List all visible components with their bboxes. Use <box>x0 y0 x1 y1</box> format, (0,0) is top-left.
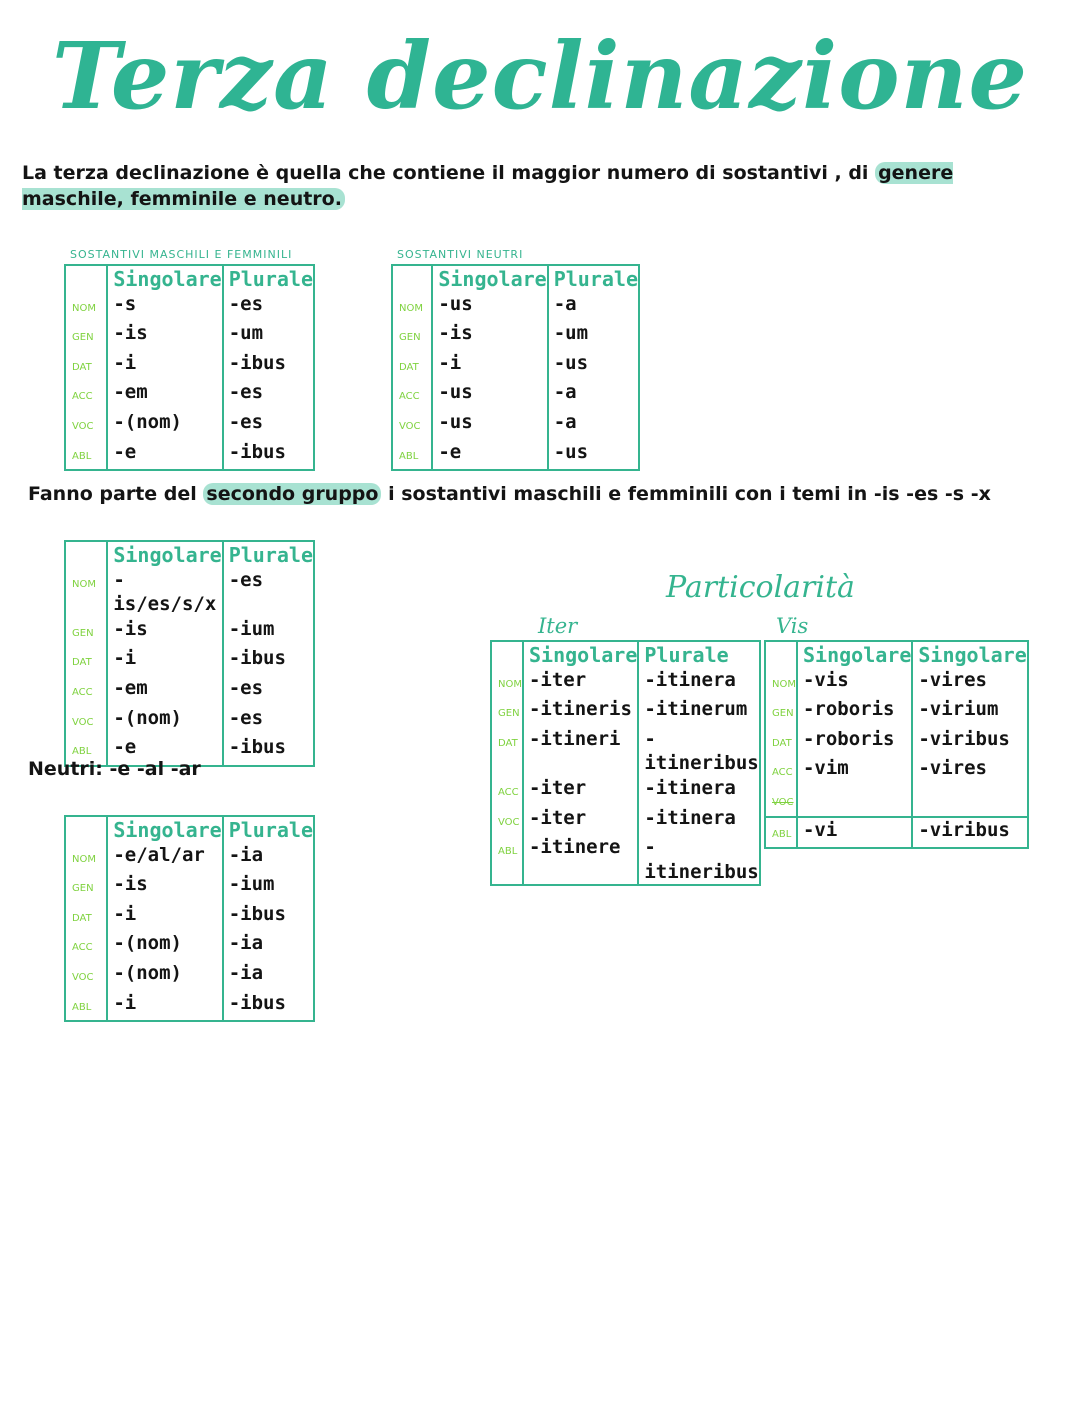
singular-ending: -(nom) <box>107 931 222 961</box>
filler-cell <box>523 884 638 885</box>
singular-ending: -is <box>107 321 222 351</box>
intro-text-plain: La terza declinazione è quella che contiene il maggior numero di sostantivi , di <box>22 162 876 184</box>
filler-cell <box>548 469 639 470</box>
declension-table-vis <box>764 640 1029 849</box>
case-label: ACC <box>399 391 420 403</box>
declension-row <box>491 668 760 698</box>
plural-ending: -us <box>548 440 639 470</box>
column-header: Plurale <box>638 641 759 668</box>
case-label: VOC <box>72 971 94 983</box>
declension-row <box>65 440 314 470</box>
singular-ending: -is <box>107 617 222 647</box>
plural-ending: -es <box>223 380 314 410</box>
plural-ending: -vires <box>912 756 1027 786</box>
vis-label: Vis <box>776 614 809 638</box>
plural-ending: -ium <box>223 617 314 647</box>
declension-table-neutri-e-al-ar <box>64 815 315 1022</box>
secondo-note-after: i sostantivi maschili e femminili con i temi in -is -es -s -x <box>381 483 991 505</box>
case-label: ABL <box>765 817 797 848</box>
declension-row <box>392 292 639 322</box>
case-label: DAT <box>772 737 792 749</box>
case-label: ACC <box>72 391 93 403</box>
secondo-gruppo-note <box>28 483 991 505</box>
declension-row <box>65 351 314 381</box>
case-label: ACC <box>72 686 93 698</box>
filler-cell <box>223 1020 314 1021</box>
column-header: Singolare <box>523 641 638 668</box>
declension-row <box>65 321 314 351</box>
case-label: ABL <box>72 1001 92 1013</box>
column-header: Singolare <box>432 265 547 292</box>
declension-row <box>765 817 1028 848</box>
plural-ending: -itineribus <box>638 727 759 776</box>
singular-ending: -i <box>107 991 222 1021</box>
column-header: Singolare <box>107 265 222 292</box>
declension-row <box>392 321 639 351</box>
declension-row <box>65 292 314 322</box>
declension-row <box>491 776 760 806</box>
declension-row <box>491 806 760 836</box>
case-label: VOC <box>72 716 94 728</box>
singular-ending: -i <box>107 351 222 381</box>
plural-ending: -um <box>548 321 639 351</box>
singular-ending: -vis <box>797 668 912 698</box>
declension-row <box>65 991 314 1021</box>
singular-ending: -is <box>107 872 222 902</box>
plural-ending: -a <box>548 410 639 440</box>
plural-ending <box>912 786 1027 817</box>
table-filler-row <box>65 1020 314 1021</box>
declension-row <box>491 727 760 776</box>
case-label: DAT <box>72 657 92 669</box>
singular-ending: -itinere <box>523 835 638 884</box>
table-header-row <box>65 265 314 292</box>
singular-ending: -us <box>432 292 547 322</box>
declension-table-maschili-femminili <box>64 264 315 471</box>
table-header-row <box>392 265 639 292</box>
iter-label: Iter <box>538 614 578 638</box>
plural-ending: -es <box>223 706 314 736</box>
declension-row <box>65 617 314 647</box>
case-label: ACC <box>72 942 93 954</box>
declension-row <box>392 380 639 410</box>
declension-row <box>65 676 314 706</box>
filler-cell <box>65 1020 107 1021</box>
table-header-row <box>65 541 314 568</box>
declension-row <box>65 410 314 440</box>
singular-ending: -i <box>107 902 222 932</box>
case-label: GEN <box>772 708 794 720</box>
singular-ending: -itineris <box>523 697 638 727</box>
intro-text <box>22 160 1052 212</box>
column-header: Plurale <box>223 265 314 292</box>
singular-ending: -i <box>107 646 222 676</box>
declension-row <box>765 786 1028 817</box>
column-header: Singolare <box>107 816 222 843</box>
singular-ending: -em <box>107 380 222 410</box>
plural-ending: -ia <box>223 843 314 873</box>
declension-row <box>65 706 314 736</box>
case-label: NOM <box>498 678 522 690</box>
singular-ending: -i <box>432 351 547 381</box>
plural-ending: -ibus <box>223 991 314 1021</box>
singular-ending: -em <box>107 676 222 706</box>
singular-ending: -e/al/ar <box>107 843 222 873</box>
table-label-maschili-femminili: SOSTANTIVI MASCHILI E FEMMINILI <box>70 248 293 261</box>
plural-ending: -ia <box>223 961 314 991</box>
intro-highlight: genere maschile, femminile e neutro. <box>22 162 954 210</box>
case-label: DAT <box>72 912 92 924</box>
filler-cell <box>107 1020 222 1021</box>
plural-ending: -itinerum <box>638 697 759 727</box>
singular-ending: -(nom) <box>107 706 222 736</box>
plural-ending: -itineribus <box>638 835 759 884</box>
declension-row <box>65 931 314 961</box>
case-header-cell <box>765 641 797 668</box>
column-header: Singolare <box>797 641 912 668</box>
plural-ending: -ibus <box>223 646 314 676</box>
plural-ending: -es <box>223 410 314 440</box>
case-label: NOM <box>72 302 96 314</box>
case-label: ABL <box>72 450 92 462</box>
singular-ending: -(nom) <box>107 410 222 440</box>
declension-row <box>65 902 314 932</box>
plural-ending: -es <box>223 676 314 706</box>
case-header-cell <box>65 816 107 843</box>
case-label: ABL <box>72 746 92 758</box>
singular-ending: -vi <box>797 817 912 848</box>
singular-ending: -us <box>432 380 547 410</box>
case-label: DAT <box>399 361 419 373</box>
declension-row <box>65 380 314 410</box>
column-header: Plurale <box>223 541 314 568</box>
filler-cell <box>432 469 547 470</box>
table-filler-row <box>765 847 1028 848</box>
secondo-note-before: Fanno parte del <box>28 483 204 505</box>
case-header-cell <box>65 265 107 292</box>
case-header-cell <box>491 641 523 668</box>
table-filler-row <box>392 469 639 470</box>
filler-cell <box>223 469 314 470</box>
declension-row <box>491 697 760 727</box>
case-label: VOC <box>498 816 520 828</box>
particolarita-heading: Particolarità <box>666 570 855 605</box>
singular-ending: -s <box>107 292 222 322</box>
declension-row <box>65 646 314 676</box>
table-filler-row <box>65 469 314 470</box>
plural-ending: -a <box>548 380 639 410</box>
case-label: GEN <box>72 332 94 344</box>
filler-cell <box>912 847 1027 848</box>
declension-table-iter <box>490 640 761 886</box>
case-label: DAT <box>72 361 92 373</box>
table-header-row <box>491 641 760 668</box>
plural-ending: -itinera <box>638 806 759 836</box>
singular-ending: -iter <box>523 668 638 698</box>
declension-row <box>65 843 314 873</box>
case-label: GEN <box>399 332 421 344</box>
singular-ending: -e <box>432 440 547 470</box>
filler-cell <box>797 847 912 848</box>
case-header-cell <box>392 265 432 292</box>
column-header: Plurale <box>223 816 314 843</box>
case-label: GEN <box>498 708 520 720</box>
column-header: Plurale <box>548 265 639 292</box>
singular-ending: -vim <box>797 756 912 786</box>
declension-row <box>765 697 1028 727</box>
plural-ending: -ibus <box>223 735 314 765</box>
secondo-note-highlight: secondo gruppo <box>203 483 381 505</box>
case-label: ABL <box>399 450 419 462</box>
singular-ending: -e <box>107 440 222 470</box>
case-label: VOC <box>72 420 94 432</box>
plural-ending: -viribus <box>912 817 1027 848</box>
plural-ending: -viribus <box>912 727 1027 757</box>
table-filler-row <box>491 884 760 885</box>
case-label: GEN <box>72 627 94 639</box>
declension-row <box>765 727 1028 757</box>
neutri-note: Neutri: -e -al -ar <box>28 758 201 780</box>
singular-ending: -iter <box>523 776 638 806</box>
plural-ending: -es <box>223 292 314 322</box>
declension-table-neutri <box>391 264 640 471</box>
plural-ending: -virium <box>912 697 1027 727</box>
declension-row <box>392 410 639 440</box>
filler-cell <box>765 847 797 848</box>
declension-row <box>65 568 314 617</box>
case-label: NOM <box>772 678 796 690</box>
declension-row <box>65 961 314 991</box>
singular-ending: -(nom) <box>107 961 222 991</box>
case-label: ACC <box>498 786 519 798</box>
case-label: VOC <box>399 420 421 432</box>
column-header: Singolare <box>912 641 1027 668</box>
declension-row <box>65 872 314 902</box>
filler-cell <box>392 469 432 470</box>
page-title: Terza declinazione <box>51 22 1029 130</box>
singular-ending: -itineri <box>523 727 638 776</box>
plural-ending: -es <box>223 568 314 617</box>
singular-ending: -us <box>432 410 547 440</box>
case-label: NOM <box>399 302 423 314</box>
table-label-neutri: SOSTANTIVI NEUTRI <box>397 248 524 261</box>
declension-row <box>765 668 1028 698</box>
declension-row <box>392 351 639 381</box>
singular-ending <box>797 786 912 817</box>
plural-ending: -vires <box>912 668 1027 698</box>
case-label: ACC <box>772 767 793 779</box>
case-label: GEN <box>72 883 94 895</box>
case-header-cell <box>65 541 107 568</box>
declension-row <box>491 835 760 884</box>
case-label: NOM <box>72 578 96 590</box>
singular-ending: -iter <box>523 806 638 836</box>
plural-ending: -um <box>223 321 314 351</box>
singular-ending: -roboris <box>797 697 912 727</box>
case-label: NOM <box>72 853 96 865</box>
table-header-row <box>765 641 1028 668</box>
declension-row <box>392 440 639 470</box>
plural-ending: -us <box>548 351 639 381</box>
plural-ending: -ium <box>223 872 314 902</box>
filler-cell <box>638 884 759 885</box>
table-header-row <box>65 816 314 843</box>
plural-ending: -itinera <box>638 776 759 806</box>
declension-table-secondo-gruppo <box>64 540 315 767</box>
singular-ending: -is <box>432 321 547 351</box>
case-label: VOC <box>772 796 794 808</box>
case-label: ABL <box>498 846 518 858</box>
singular-ending: -roboris <box>797 727 912 757</box>
declension-row <box>765 756 1028 786</box>
column-header: Singolare <box>107 541 222 568</box>
plural-ending: -ia <box>223 931 314 961</box>
singular-ending: -is/es/s/x <box>107 568 222 617</box>
case-label: DAT <box>498 737 518 749</box>
plural-ending: -a <box>548 292 639 322</box>
plural-ending: -itinera <box>638 668 759 698</box>
plural-ending: -ibus <box>223 440 314 470</box>
plural-ending: -ibus <box>223 902 314 932</box>
plural-ending: -ibus <box>223 351 314 381</box>
filler-cell <box>107 469 222 470</box>
filler-cell <box>223 765 314 766</box>
filler-cell <box>491 884 523 885</box>
singular-ending: -e <box>107 735 222 765</box>
filler-cell <box>65 469 107 470</box>
